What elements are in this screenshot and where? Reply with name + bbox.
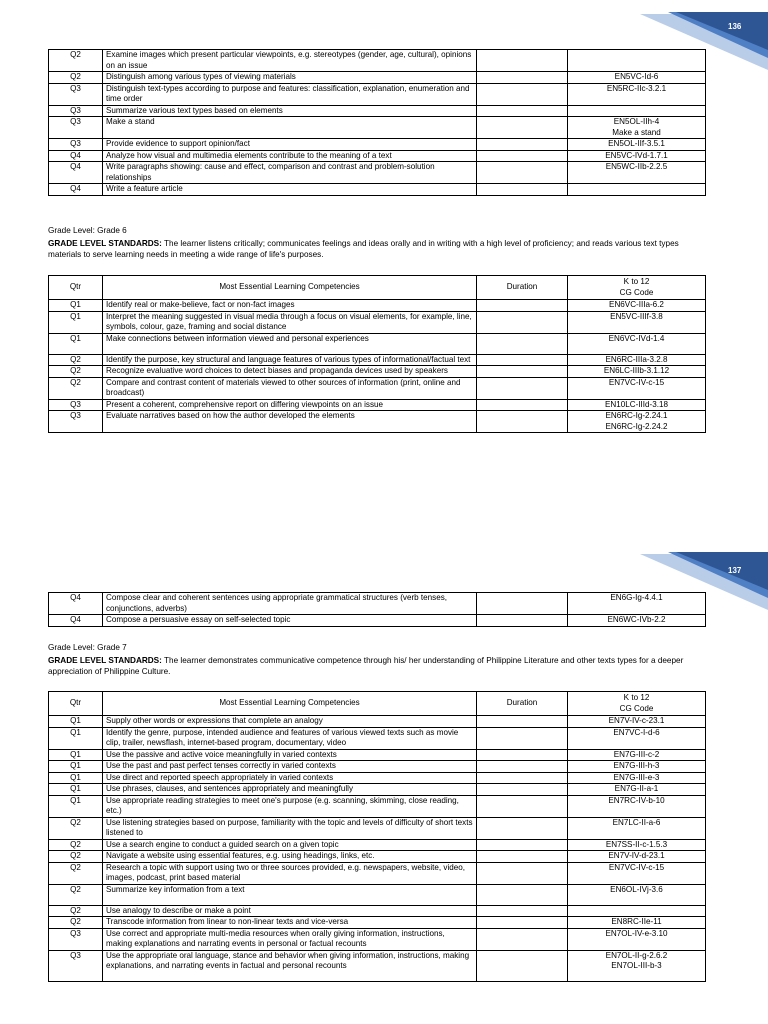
table-row <box>49 311 706 333</box>
cell-quarter: Q1 <box>49 333 103 354</box>
cell-duration <box>477 917 568 929</box>
standards-text: The learner listens critically; communicates feelings and ideas orally and in writing with a high level of proficiency; and reads various text types materials to serve learning needs in meeting a wide range of life's purposes. <box>48 239 679 259</box>
cell-cg-code <box>568 851 706 863</box>
cell-cg-code <box>568 377 706 399</box>
table-row <box>49 917 706 929</box>
cg-code-line: EN6VC-IVd-1.4 <box>608 333 665 343</box>
table-row <box>49 399 706 411</box>
header-qtr: Qtr <box>49 276 103 300</box>
cg-code-line: EN7G-III-e-3 <box>613 772 660 782</box>
cell-quarter: Q2 <box>49 917 103 929</box>
table-row <box>49 333 706 354</box>
cg-code-line: EN5VC-Id-6 <box>614 72 659 81</box>
cell-quarter: Q3 <box>49 950 103 981</box>
cell-quarter: Q1 <box>49 784 103 796</box>
cell-competency: Distinguish among various types of viewing materials <box>103 72 477 84</box>
cg-code-line: EN8RC-IIe-11 <box>611 917 662 926</box>
cell-cg-code <box>568 50 706 72</box>
table-row <box>49 83 706 105</box>
cell-duration <box>477 795 568 817</box>
header-cg-code-line2: CG Code <box>619 703 654 713</box>
cell-cg-code <box>568 615 706 627</box>
page-number: 136 <box>728 22 742 31</box>
cell-quarter: Q1 <box>49 311 103 333</box>
table-row <box>49 905 706 917</box>
cell-quarter: Q2 <box>49 862 103 884</box>
table-row <box>49 300 706 312</box>
cg-code-line: EN7OL-III-b-3 <box>611 961 662 970</box>
cell-competency: Use direct and reported speech appropriately in varied contexts <box>103 772 477 784</box>
cell-competency: Provide evidence to support opinion/fact <box>103 139 477 151</box>
table-row <box>49 593 706 615</box>
cell-quarter: Q2 <box>49 851 103 863</box>
table-row <box>49 615 706 627</box>
cell-competency: Use appropriate reading strategies to meet one's purpose (e.g. scanning, skimming, close reading, etc.) <box>103 795 477 817</box>
cg-code-line: EN6WC-IVb-2.2 <box>607 615 666 624</box>
cell-duration <box>477 928 568 950</box>
cell-quarter: Q2 <box>49 884 103 905</box>
table-row <box>49 139 706 151</box>
cell-duration <box>477 300 568 312</box>
cell-cg-code <box>568 162 706 184</box>
cg-code-line: EN7G-III-h-3 <box>613 761 660 770</box>
cell-cg-code <box>568 862 706 884</box>
continued-table <box>48 592 706 627</box>
table-row <box>49 851 706 863</box>
cell-competency: Navigate a website using essential features, e.g. using headings, links, etc. <box>103 851 477 863</box>
table-row <box>49 162 706 184</box>
table-row <box>49 117 706 139</box>
cg-code-line: EN5RC-IIc-3.2.1 <box>606 83 667 93</box>
header-qtr: Qtr <box>49 692 103 716</box>
table-row <box>49 839 706 851</box>
cell-quarter: Q1 <box>49 795 103 817</box>
cell-competency: Write a feature article <box>103 184 477 196</box>
cell-duration <box>477 366 568 378</box>
cell-cg-code <box>568 72 706 84</box>
grade-level-standards <box>48 655 708 677</box>
cg-code-line: EN6RC-IIIa-3.2.8 <box>605 354 668 364</box>
grade-level-label: Grade Level: Grade 6 <box>48 226 127 235</box>
cell-competency: Analyze how visual and multimedia elements contribute to the meaning of a text <box>103 150 477 162</box>
cell-cg-code <box>568 784 706 796</box>
header-cg-code <box>568 276 706 300</box>
competency-table <box>48 275 706 433</box>
cell-duration <box>477 950 568 981</box>
cell-cg-code <box>568 716 706 728</box>
table-row <box>49 795 706 817</box>
cell-cg-code <box>568 300 706 312</box>
cell-competency: Compare and contrast content of materials viewed to other sources of information (print, online and broadcast) <box>103 377 477 399</box>
cell-duration <box>477 905 568 917</box>
cell-duration <box>477 772 568 784</box>
header-cg-code-line1: K to 12 <box>623 277 650 286</box>
table-row <box>49 377 706 399</box>
table-row <box>49 716 706 728</box>
cell-competency: Evaluate narratives based on how the author developed the elements <box>103 411 477 433</box>
cg-code-line: EN7RC-IV-b-10 <box>608 795 665 805</box>
cell-quarter: Q1 <box>49 727 103 749</box>
cell-quarter: Q1 <box>49 761 103 773</box>
cg-code-line: EN5VC-IVd-1.7.1 <box>605 150 668 160</box>
cell-quarter: Q3 <box>49 399 103 411</box>
cell-quarter: Q2 <box>49 817 103 839</box>
cell-cg-code <box>568 354 706 366</box>
continued-table <box>48 49 706 196</box>
cg-code-line: EN7G-II-a-1 <box>614 784 659 793</box>
header-duration: Duration <box>477 692 568 716</box>
cell-duration <box>477 72 568 84</box>
table-row <box>49 50 706 72</box>
page-137 <box>0 540 768 1024</box>
cell-competency: Use a search engine to conduct a guided search on a given topic <box>103 839 477 851</box>
table-row <box>49 184 706 196</box>
table-row <box>49 72 706 84</box>
cell-competency: Identify the genre, purpose, intended audience and features of various viewed texts such as movie clip, trailer, newsflash, internet-based program, documentary, video <box>103 727 477 749</box>
standards-text: The learner demonstrates communicative competence through his/ her understanding of Philippine Literature and other texts types for a deeper appreciation of Philippine Culture. <box>48 656 684 676</box>
cell-quarter: Q4 <box>49 150 103 162</box>
cell-competency: Supply other words or expressions that complete an analogy <box>103 716 477 728</box>
cell-competency: Summarize key information from a text <box>103 884 477 905</box>
cell-cg-code <box>568 795 706 817</box>
cell-duration <box>477 884 568 905</box>
cg-code-line: Make a stand <box>612 127 661 137</box>
cell-duration <box>477 50 568 72</box>
cg-code-line: EN6RC-Ig-2.24.2 <box>605 421 668 431</box>
header-cg-code-line2: CG Code <box>619 287 654 297</box>
cell-quarter: Q3 <box>49 411 103 433</box>
cg-code-line: EN7VC-IV-c-15 <box>608 377 665 387</box>
cell-duration <box>477 761 568 773</box>
cell-quarter: Q2 <box>49 72 103 84</box>
cell-quarter: Q4 <box>49 593 103 615</box>
cell-competency: Distinguish text-types according to purpose and features: classification, explanation, enumeration and time order <box>103 83 477 105</box>
cell-quarter: Q2 <box>49 839 103 851</box>
cg-code-line: EN7VC-IV-c-15 <box>608 862 665 872</box>
cell-cg-code <box>568 311 706 333</box>
cell-cg-code <box>568 83 706 105</box>
cell-competency: Use the passive and active voice meaningfully in varied contexts <box>103 749 477 761</box>
cell-duration <box>477 311 568 333</box>
cg-code-line: EN7V-IV-c-23.1 <box>608 716 665 725</box>
table-row <box>49 105 706 117</box>
cell-competency: Use the appropriate oral language, stance and behavior when giving information, instructions, making explanations, and narrating events in factual and personal recounts <box>103 950 477 981</box>
cell-duration <box>477 184 568 196</box>
table-row <box>49 150 706 162</box>
table-row <box>49 817 706 839</box>
header-duration: Duration <box>477 276 568 300</box>
cell-competency: Write paragraphs showing: cause and effect, comparison and contrast and problem-solution relationships <box>103 162 477 184</box>
cell-cg-code <box>568 749 706 761</box>
cg-code-line: EN6VC-IIIa-6.2 <box>609 300 664 309</box>
cg-code-line: EN5OL-IIh-4 <box>613 117 660 126</box>
cg-code-line: EN6LC-IIIb-3.1.12 <box>603 366 670 375</box>
cg-code-line: EN7LC-II-a-6 <box>612 817 661 827</box>
cell-competency: Compose a persuasive essay on self-selected topic <box>103 615 477 627</box>
cell-cg-code <box>568 884 706 905</box>
cell-duration <box>477 851 568 863</box>
table-row <box>49 727 706 749</box>
cell-quarter: Q2 <box>49 905 103 917</box>
cell-duration <box>477 162 568 184</box>
cell-competency: Summarize various text types based on elements <box>103 105 477 117</box>
cell-cg-code <box>568 105 706 117</box>
cell-duration <box>477 839 568 851</box>
cg-code-line: EN6G-Ig-4.4.1 <box>610 593 663 602</box>
table-row <box>49 950 706 981</box>
cell-quarter: Q3 <box>49 83 103 105</box>
table-row <box>49 411 706 433</box>
competency-table <box>48 691 706 982</box>
cell-quarter: Q2 <box>49 366 103 378</box>
cg-code-line: EN7OL-IV-e-3.10 <box>605 928 668 938</box>
table-row <box>49 366 706 378</box>
cell-duration <box>477 593 568 615</box>
cell-duration <box>477 117 568 139</box>
cell-competency: Make connections between information viewed and personal experiences <box>103 333 477 354</box>
table-row <box>49 784 706 796</box>
cg-code-line: EN10LC-IIId-3.18 <box>605 399 668 409</box>
cg-code-line: EN5OL-IIf-3.5.1 <box>608 139 665 148</box>
cell-cg-code <box>568 411 706 433</box>
page-number: 137 <box>728 566 742 575</box>
cell-quarter: Q3 <box>49 117 103 139</box>
cell-duration <box>477 139 568 151</box>
cell-quarter: Q2 <box>49 354 103 366</box>
table-row <box>49 749 706 761</box>
cell-duration <box>477 817 568 839</box>
cell-quarter: Q3 <box>49 928 103 950</box>
cell-cg-code <box>568 928 706 950</box>
cell-competency: Recognize evaluative word choices to detect biases and propaganda devices used by speakers <box>103 366 477 378</box>
cell-quarter: Q4 <box>49 615 103 627</box>
cell-competency: Use analogy to describe or make a point <box>103 905 477 917</box>
cell-quarter: Q3 <box>49 105 103 117</box>
cell-cg-code <box>568 117 706 139</box>
cell-quarter: Q3 <box>49 139 103 151</box>
cell-duration <box>477 784 568 796</box>
cell-competency: Use listening strategies based on purpose, familiarity with the topic and levels of difficulty of short texts listened to <box>103 817 477 839</box>
standards-label: GRADE LEVEL STANDARDS: <box>48 239 162 248</box>
cell-competency: Identify the purpose, key structural and language features of various types of informational/factual text <box>103 354 477 366</box>
cg-code-line: EN7V-IV-d-23.1 <box>608 851 665 860</box>
cell-cg-code <box>568 399 706 411</box>
cell-cg-code <box>568 761 706 773</box>
table-row <box>49 354 706 366</box>
cell-cg-code <box>568 727 706 749</box>
header-cg-code-line1: K to 12 <box>623 693 650 702</box>
cell-duration <box>477 399 568 411</box>
cg-code-line: EN5VC-IIIf-3.8 <box>610 311 663 321</box>
cell-cg-code <box>568 817 706 839</box>
cell-quarter: Q4 <box>49 162 103 184</box>
cell-cg-code <box>568 139 706 151</box>
cell-duration <box>477 615 568 627</box>
cell-competency: Transcode information from linear to non-linear texts and vice-versa <box>103 917 477 929</box>
cg-code-line: EN7VC-I-d-6 <box>613 727 660 737</box>
table-row <box>49 772 706 784</box>
cell-duration <box>477 749 568 761</box>
header-competency: Most Essential Learning Competencies <box>103 692 477 716</box>
header-competency: Most Essential Learning Competencies <box>103 276 477 300</box>
table-row <box>49 862 706 884</box>
cell-cg-code <box>568 593 706 615</box>
cell-quarter: Q1 <box>49 300 103 312</box>
cell-quarter: Q1 <box>49 716 103 728</box>
cell-competency: Examine images which present particular viewpoints, e.g. stereotypes (gender, age, cultural), opinions on an issue <box>103 50 477 72</box>
cell-cg-code <box>568 366 706 378</box>
cell-competency: Use the past and past perfect tenses correctly in varied contexts <box>103 761 477 773</box>
cell-cg-code <box>568 333 706 354</box>
header-cg-code <box>568 692 706 716</box>
cell-competency: Present a coherent, comprehensive report on differing viewpoints on an issue <box>103 399 477 411</box>
cell-cg-code <box>568 905 706 917</box>
cg-code-line: EN6RC-Ig-2.24.1 <box>605 411 668 420</box>
cell-duration <box>477 105 568 117</box>
cell-cg-code <box>568 917 706 929</box>
standards-label: GRADE LEVEL STANDARDS: <box>48 656 162 665</box>
table-row <box>49 928 706 950</box>
cell-competency: Use phrases, clauses, and sentences appropriately and meaningfully <box>103 784 477 796</box>
cg-code-line: EN5WC-IIb-2.2.5 <box>605 162 668 171</box>
table-row <box>49 884 706 905</box>
cell-quarter: Q4 <box>49 184 103 196</box>
cell-duration <box>477 716 568 728</box>
cell-duration <box>477 862 568 884</box>
cell-duration <box>477 411 568 433</box>
cell-cg-code <box>568 839 706 851</box>
table-row <box>49 761 706 773</box>
grade-level-standards <box>48 238 708 260</box>
cell-duration <box>477 377 568 399</box>
cell-quarter: Q1 <box>49 749 103 761</box>
cell-cg-code <box>568 150 706 162</box>
cell-cg-code <box>568 184 706 196</box>
cell-cg-code <box>568 772 706 784</box>
cell-duration <box>477 150 568 162</box>
cg-code-line: EN7G-III-c-2 <box>613 749 660 759</box>
cell-duration <box>477 727 568 749</box>
cell-competency: Identify real or make-believe, fact or non-fact images <box>103 300 477 312</box>
cg-code-line: EN7SS-II-c-1.5.3 <box>605 839 668 849</box>
cell-duration <box>477 83 568 105</box>
cell-quarter: Q2 <box>49 377 103 399</box>
cell-competency: Compose clear and coherent sentences using appropriate grammatical structures (verb tenses, conjunctions, adverbs) <box>103 593 477 615</box>
cg-code-line: EN6OL-IVj-3.6 <box>610 884 663 894</box>
cell-competency: Use correct and appropriate multi-media resources when orally giving information, instructions, making explanations and narrating events in personal or factual recounts <box>103 928 477 950</box>
cell-duration <box>477 354 568 366</box>
cell-competency: Interpret the meaning suggested in visual media through a focus on visual elements, for example, line, symbols, colour, gaze, framing and social distance <box>103 311 477 333</box>
cg-code-line: EN7OL-II-g-2.6.2 <box>605 950 668 960</box>
cell-competency: Research a topic with support using two or three sources provided, e.g. newspapers, website, video, images, podcast, print based material <box>103 862 477 884</box>
cell-quarter: Q1 <box>49 772 103 784</box>
cell-competency: Make a stand <box>103 117 477 139</box>
grade-level-label: Grade Level: Grade 7 <box>48 643 127 652</box>
cell-cg-code <box>568 950 706 981</box>
cell-quarter: Q2 <box>49 50 103 72</box>
cell-duration <box>477 333 568 354</box>
